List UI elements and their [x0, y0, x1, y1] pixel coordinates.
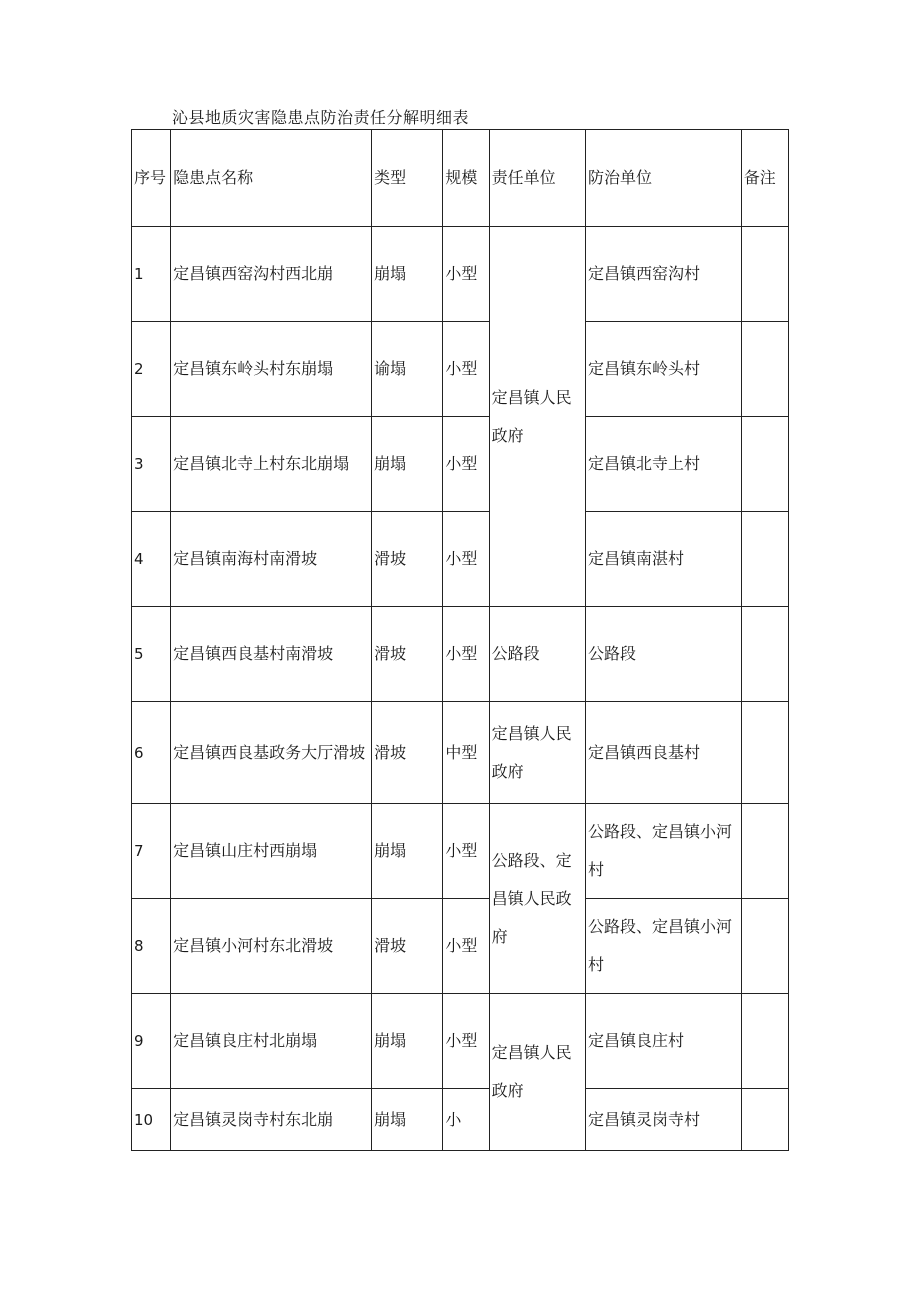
cell-note — [741, 227, 788, 322]
cell-seq: 2 — [132, 322, 171, 417]
cell-type: 谕塌 — [372, 322, 443, 417]
cell-size: 小型 — [443, 899, 489, 994]
cell-unit: 定昌镇西良基村 — [586, 702, 742, 804]
cell-type: 崩塌 — [372, 1089, 443, 1151]
header-size: 规模 — [443, 130, 489, 227]
cell-seq: 10 — [132, 1089, 171, 1151]
header-name: 隐患点名称 — [171, 130, 372, 227]
cell-unit: 定昌镇东岭头村 — [586, 322, 742, 417]
cell-seq: 9 — [132, 994, 171, 1089]
cell-unit: 公路段、定昌镇小河村 — [586, 899, 742, 994]
cell-type: 滑坡 — [372, 607, 443, 702]
cell-responsible: 定昌镇人民政府 — [489, 702, 585, 804]
cell-note — [741, 1089, 788, 1151]
table-header-row — [132, 130, 789, 227]
cell-note — [741, 417, 788, 512]
cell-type: 滑坡 — [372, 512, 443, 607]
page-title: 沁县地质灾害隐患点防治责任分解明细表 — [172, 108, 470, 127]
cell-note — [741, 607, 788, 702]
cell-size: 小型 — [443, 804, 489, 899]
cell-seq: 5 — [132, 607, 171, 702]
cell-note — [741, 322, 788, 417]
cell-seq: 8 — [132, 899, 171, 994]
cell-name: 定昌镇北寺上村东北崩塌 — [171, 417, 372, 512]
table-row — [132, 804, 789, 899]
header-unit: 防治单位 — [586, 130, 742, 227]
cell-type: 崩塌 — [372, 227, 443, 322]
cell-type: 滑坡 — [372, 899, 443, 994]
cell-unit: 定昌镇西窑沟村 — [586, 227, 742, 322]
cell-size: 小型 — [443, 227, 489, 322]
cell-name: 定昌镇良庄村北崩塌 — [171, 994, 372, 1089]
cell-name: 定昌镇小河村东北滑坡 — [171, 899, 372, 994]
table-row — [132, 702, 789, 804]
cell-note — [741, 512, 788, 607]
cell-unit: 定昌镇南湛村 — [586, 512, 742, 607]
cell-seq: 3 — [132, 417, 171, 512]
cell-name: 定昌镇西窑沟村西北崩 — [171, 227, 372, 322]
cell-size: 小型 — [443, 994, 489, 1089]
cell-note — [741, 702, 788, 804]
cell-name: 定昌镇东岭头村东崩塌 — [171, 322, 372, 417]
table-row — [132, 994, 789, 1089]
responsibility-table — [131, 129, 789, 1151]
cell-size: 小型 — [443, 417, 489, 512]
table-row — [132, 607, 789, 702]
cell-size: 小型 — [443, 322, 489, 417]
cell-responsible: 定昌镇人民政府 — [489, 994, 585, 1151]
cell-seq: 4 — [132, 512, 171, 607]
table-row — [132, 417, 789, 512]
table-row — [132, 512, 789, 607]
cell-size: 小 — [443, 1089, 489, 1151]
cell-size: 小型 — [443, 607, 489, 702]
cell-note — [741, 994, 788, 1089]
cell-type: 崩塌 — [372, 417, 443, 512]
cell-type: 崩塌 — [372, 804, 443, 899]
header-seq: 序号 — [132, 130, 171, 227]
header-type: 类型 — [372, 130, 443, 227]
cell-seq: 7 — [132, 804, 171, 899]
cell-unit: 定昌镇良庄村 — [586, 994, 742, 1089]
cell-type: 滑坡 — [372, 702, 443, 804]
cell-note — [741, 899, 788, 994]
cell-seq: 1 — [132, 227, 171, 322]
header-note: 备注 — [741, 130, 788, 227]
cell-unit: 定昌镇灵岗寺村 — [586, 1089, 742, 1151]
table-row — [132, 1089, 789, 1151]
cell-responsible: 公路段 — [489, 607, 585, 702]
table-row — [132, 227, 789, 322]
cell-unit: 公路段、定昌镇小河村 — [586, 804, 742, 899]
cell-responsible: 定昌镇人民政府 — [489, 227, 585, 607]
cell-note — [741, 804, 788, 899]
cell-name: 定昌镇南海村南滑坡 — [171, 512, 372, 607]
cell-name: 定昌镇灵岗寺村东北崩 — [171, 1089, 372, 1151]
cell-name: 定昌镇山庄村西崩塌 — [171, 804, 372, 899]
cell-size: 中型 — [443, 702, 489, 804]
cell-unit: 公路段 — [586, 607, 742, 702]
cell-name: 定昌镇西良基政务大厅滑坡 — [171, 702, 372, 804]
cell-seq: 6 — [132, 702, 171, 804]
cell-unit: 定昌镇北寺上村 — [586, 417, 742, 512]
cell-type: 崩塌 — [372, 994, 443, 1089]
cell-name: 定昌镇西良基村南滑坡 — [171, 607, 372, 702]
cell-size: 小型 — [443, 512, 489, 607]
table-row — [132, 322, 789, 417]
table-row — [132, 899, 789, 994]
cell-responsible: 公路段、定昌镇人民政府 — [489, 804, 585, 994]
header-responsible: 责任单位 — [489, 130, 585, 227]
